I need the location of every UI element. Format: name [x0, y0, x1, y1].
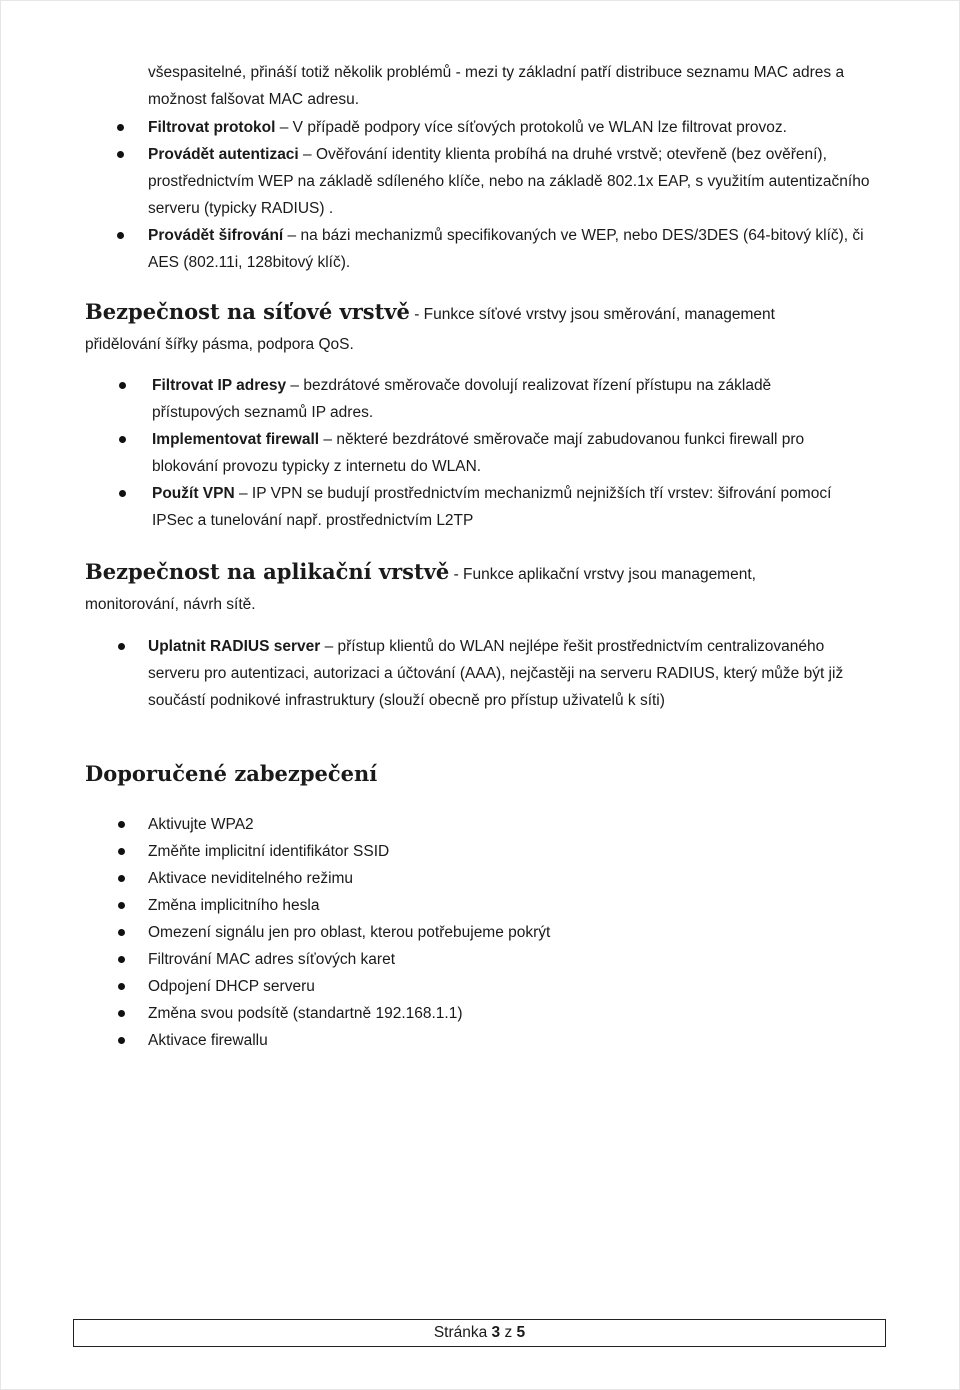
list-item-text: Změna implicitního hesla [148, 897, 320, 914]
list-item [1, 946, 960, 973]
bullet-icon [117, 124, 124, 131]
list-item-term: Provádět autentizaci [148, 146, 299, 163]
bullet-icon [119, 490, 126, 497]
section-title: Bezpečnost na síťové vrstvě [85, 299, 410, 324]
list-item [1, 426, 960, 480]
footer-of: z [500, 1324, 517, 1341]
footer-prefix: Stránka [433, 1324, 492, 1341]
list-item [1, 633, 960, 714]
list-item-text: – přístup klientů do WLAN nejlépe řešit prostřednictvím centralizovaného serveru pro autentizaci, autorizaci a účtování (AAA), nejčastěji na serveru RADIUS, který může být již součástí podnikové infrastruktury (slouží obecně pro přístup uživatelů k síti) [148, 638, 844, 709]
list-item-text: – na bázi mechanizmů specifikovaných ve WEP, nebo DES/3DES (64-bitový klíč), či AES (802.11i, 128bitový klíč). [148, 227, 864, 271]
list-item [1, 372, 960, 426]
footer-page-total: 5 [516, 1324, 526, 1341]
list-item-text: Filtrování MAC adres síťových karet [148, 951, 396, 968]
network-layer-section [85, 297, 845, 360]
list-item [1, 973, 960, 1000]
bullet-icon [118, 1037, 125, 1044]
list-item-text: – bezdrátové směrovače dovolují realizovat řízení přístupu na základě přístupových seznamů IP adres. [152, 377, 772, 421]
list-item-text: Odpojení DHCP serveru [148, 978, 315, 995]
list-item [1, 919, 960, 946]
list-item [1, 1000, 960, 1027]
list-item-text: – Ověřování identity klienta probíhá na druhé vrstvě; otevřeně (bez ověření), prostřednictvím WEP na základě sdíleného klíče, nebo na základě 802.1x EAP, s využitím autentizačního serveru (typicky RADIUS) . [148, 146, 870, 217]
list-item [1, 1027, 960, 1054]
list-item-term: Provádět šifrování [148, 227, 284, 244]
bullet-icon [118, 848, 125, 855]
bullet-icon [117, 151, 124, 158]
list-item-text: Aktivujte WPA2 [148, 816, 254, 833]
list-item [1, 480, 960, 534]
bullet-icon [119, 382, 126, 389]
footer-page-number: 3 [491, 1324, 501, 1341]
bullet-icon [118, 821, 125, 828]
bullet-icon [118, 929, 125, 936]
list-item-text: Aktivace firewallu [148, 1032, 268, 1049]
list-item [1, 865, 960, 892]
list-item [1, 222, 960, 276]
recommendations-list [1, 811, 960, 1054]
list-item-term: Implementovat firewall [152, 431, 320, 448]
recommended-security-heading: Doporučené zabezpečení [85, 761, 378, 786]
list-item [1, 114, 960, 141]
list-item-text: Aktivace neviditelného režimu [148, 870, 354, 887]
list-item-text: – IP VPN se budují prostřednictvím mechanizmů nejnižších tří vrstev: šifrování pomocí IPSec a tunelování např. prostřednictvím L2TP [152, 485, 832, 529]
list-item-text: Změňte implicitní identifikátor SSID [148, 843, 390, 860]
list-item [1, 838, 960, 865]
continuation-paragraph: všespasitelné, přináší totiž několik problémů - mezi ty základní patří distribuce seznamu MAC adres a možnost falšovat MAC adresu. [148, 64, 845, 108]
list-item [1, 892, 960, 919]
filter-list [1, 114, 960, 276]
section-description: - Funkce síťové vrstvy jsou směrování, management přidělování šířky pásma, podpora QoS. [85, 306, 775, 353]
list-item [1, 811, 960, 838]
list-item-text: – některé bezdrátové směrovače mají zabudovanou funkci firewall pro blokování provozu typicky z internetu do WLAN. [152, 431, 805, 475]
bullet-icon [117, 232, 124, 239]
section-description: - Funkce aplikační vrstvy jsou management, monitorování, návrh sítě. [85, 566, 756, 613]
bullet-icon [118, 875, 125, 882]
list-item-term: Filtrovat protokol [148, 119, 276, 136]
bullet-icon [118, 956, 125, 963]
bullet-icon [118, 983, 125, 990]
network-layer-list [1, 372, 960, 534]
application-layer-list [1, 633, 960, 714]
page-footer [73, 1319, 886, 1347]
bullet-icon [119, 436, 126, 443]
application-layer-section [85, 557, 845, 620]
bullet-icon [118, 902, 125, 909]
list-item-term: Uplatnit RADIUS server [148, 638, 321, 655]
bullet-icon [118, 1010, 125, 1017]
bullet-icon [118, 643, 125, 650]
list-item-text: Změna svou podsítě (standartně 192.168.1.1) [148, 1005, 463, 1022]
list-item-term: Filtrovat IP adresy [152, 377, 287, 394]
list-item-text: – V případě podpory více síťových protokolů ve WLAN lze filtrovat provoz. [275, 119, 787, 136]
list-item-text: Omezení signálu jen pro oblast, kterou potřebujeme pokrýt [148, 924, 551, 941]
list-item-term: Použít VPN [152, 485, 235, 502]
section-title: Bezpečnost na aplikační vrstvě [85, 559, 450, 584]
list-item [1, 141, 960, 222]
